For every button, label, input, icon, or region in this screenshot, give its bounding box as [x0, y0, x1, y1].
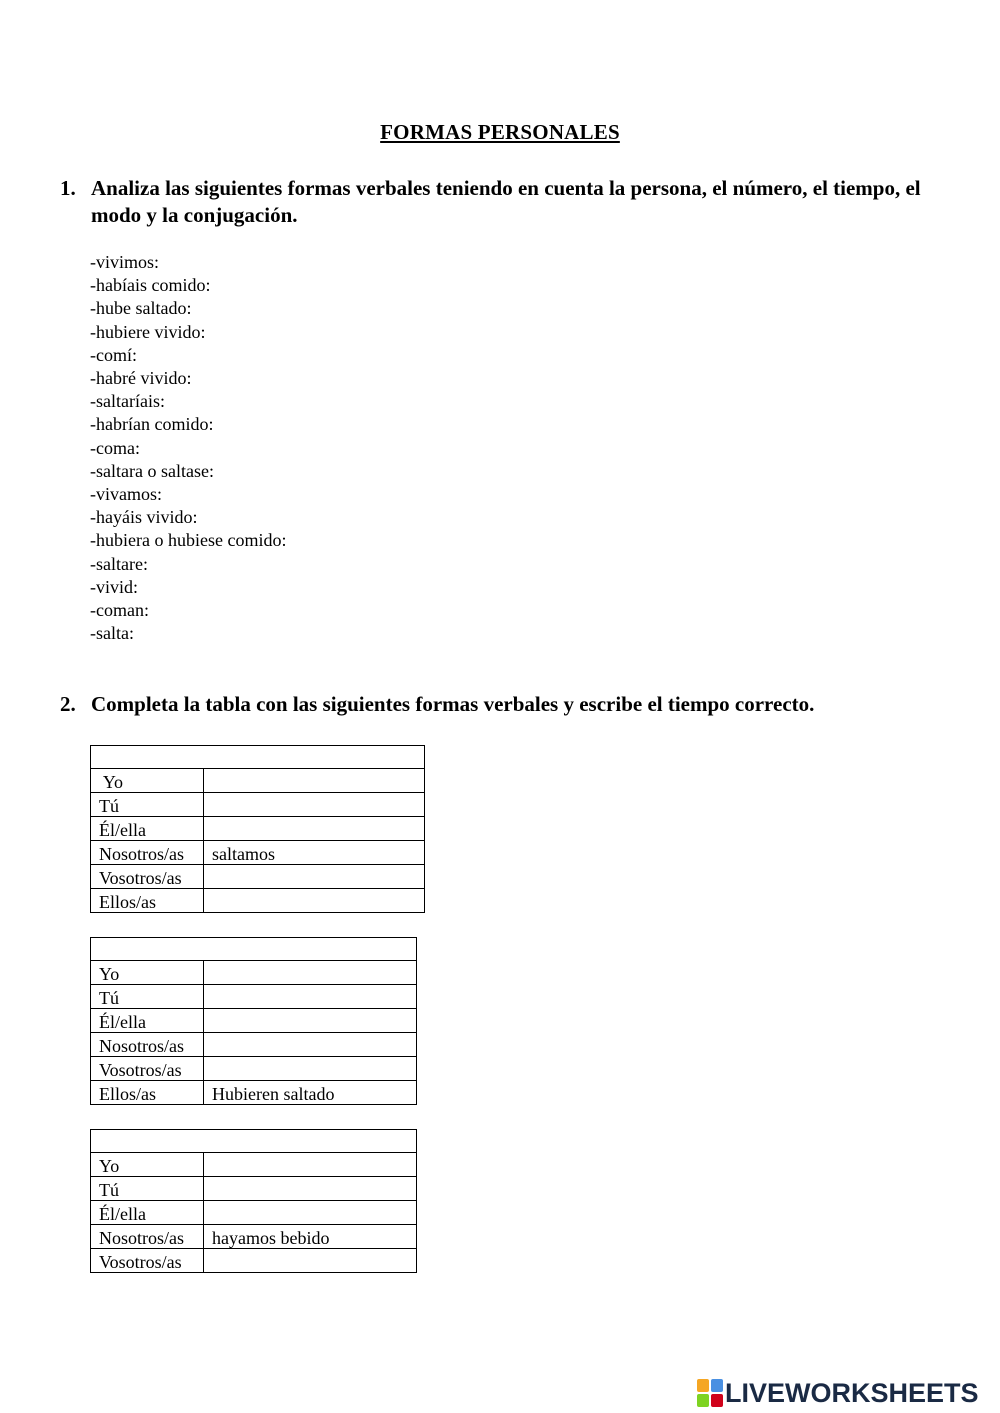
question-1 [60, 175, 940, 229]
verb-form-item: -coma: [90, 437, 140, 458]
table-row [91, 769, 425, 793]
verb-answer-field: hayamos bebido [204, 1225, 417, 1249]
table-row [91, 793, 425, 817]
conjugation-table-2 [90, 937, 417, 1105]
table-row [91, 1249, 417, 1273]
tense-answer-field[interactable] [91, 938, 417, 961]
verb-form-item: -saltare: [90, 553, 148, 574]
table-row [91, 1177, 417, 1201]
verb-form-item: -coman: [90, 600, 149, 621]
person-label: Vosotros/as [91, 1057, 204, 1081]
liveworksheets-logo [697, 1376, 979, 1410]
person-label: Nosotros/as [91, 841, 204, 865]
verb-answer-field[interactable] [204, 769, 425, 793]
verb-answer-field[interactable] [204, 961, 417, 985]
verb-answer-field[interactable] [204, 817, 425, 841]
verb-form-item: -salta: [90, 623, 134, 644]
tense-answer-field[interactable] [91, 746, 425, 769]
table-row [91, 1033, 417, 1057]
person-label: Tú [91, 793, 204, 817]
verb-form-item: -comí: [90, 344, 137, 365]
verb-answer-field[interactable] [204, 889, 425, 913]
tense-answer-field[interactable] [91, 1130, 417, 1153]
logo-mark-icon [697, 1379, 723, 1407]
verb-form-item: -saltara o saltase: [90, 460, 214, 481]
verb-form-item: -saltaríais: [90, 391, 165, 412]
verb-form-item: -vivid: [90, 576, 138, 597]
table-row [91, 1057, 417, 1081]
verb-form-item: -hubiere vivido: [90, 321, 206, 342]
verb-answer-field[interactable] [204, 865, 425, 889]
verb-answer-field: Hubieren saltado [204, 1081, 417, 1105]
person-label: Yo [91, 769, 204, 793]
question-2-text: Completa la tabla con las siguientes formas verbales y escribe el tiempo correcto. [91, 692, 815, 716]
table-row [91, 1225, 417, 1249]
verb-form-item: -habíais comido: [90, 275, 211, 296]
verb-answer-field: saltamos [204, 841, 425, 865]
person-label: Nosotros/as [91, 1033, 204, 1057]
person-label: Vosotros/as [91, 865, 204, 889]
question-1-text: Analiza las siguientes formas verbales teniendo en cuenta la persona, el número, el tiempo, el modo y la conjugación. [91, 176, 921, 227]
table-row [91, 961, 417, 985]
person-label: Ellos/as [91, 889, 204, 913]
table-row [91, 1153, 417, 1177]
verb-form-item: -habré vivido: [90, 368, 192, 389]
table-row [91, 865, 425, 889]
verb-answer-field[interactable] [204, 1153, 417, 1177]
person-label: Tú [91, 985, 204, 1009]
verb-form-item: -vivimos: [90, 252, 160, 272]
table-row [91, 1009, 417, 1033]
person-label: Tú [91, 1177, 204, 1201]
person-label: Él/ella [91, 817, 204, 841]
verb-form-item: -habrían comido: [90, 414, 214, 435]
question-1-number: 1. [60, 176, 76, 200]
table-row [91, 1201, 417, 1225]
table-row [91, 1081, 417, 1105]
table-row [91, 817, 425, 841]
person-label: Él/ella [91, 1201, 204, 1225]
verb-form-item: -hayáis vivido: [90, 507, 198, 528]
table-row [91, 889, 425, 913]
verb-form-item: -hube saltado: [90, 298, 192, 319]
question-2-number: 2. [60, 692, 76, 716]
verb-form-item: -hubiera o hubiese comido: [90, 530, 287, 551]
table-row [91, 985, 417, 1009]
verb-answer-field[interactable] [204, 1201, 417, 1225]
verb-answer-field[interactable] [204, 985, 417, 1009]
person-label: Yo [91, 961, 204, 985]
question-2 [60, 691, 940, 718]
verb-answer-field[interactable] [204, 1009, 417, 1033]
verb-form-item: -vivamos: [90, 484, 162, 505]
table-row [91, 841, 425, 865]
verb-answer-field[interactable] [204, 1057, 417, 1081]
conjugation-table-1 [90, 745, 425, 913]
person-label: Ellos/as [91, 1081, 204, 1105]
verb-answer-field[interactable] [204, 1033, 417, 1057]
conjugation-table-3 [90, 1129, 417, 1273]
logo-text: LIVEWORKSHEETS [725, 1377, 979, 1408]
person-label: Nosotros/as [91, 1225, 204, 1249]
person-label: Él/ella [91, 1009, 204, 1033]
verb-answer-field[interactable] [204, 1249, 417, 1273]
verb-answer-field[interactable] [204, 1177, 417, 1201]
verb-answer-field[interactable] [204, 793, 425, 817]
person-label: Yo [91, 1153, 204, 1177]
person-label: Vosotros/as [91, 1249, 204, 1273]
verb-forms-list [90, 251, 286, 645]
page-title: FORMAS PERSONALES [380, 120, 620, 144]
